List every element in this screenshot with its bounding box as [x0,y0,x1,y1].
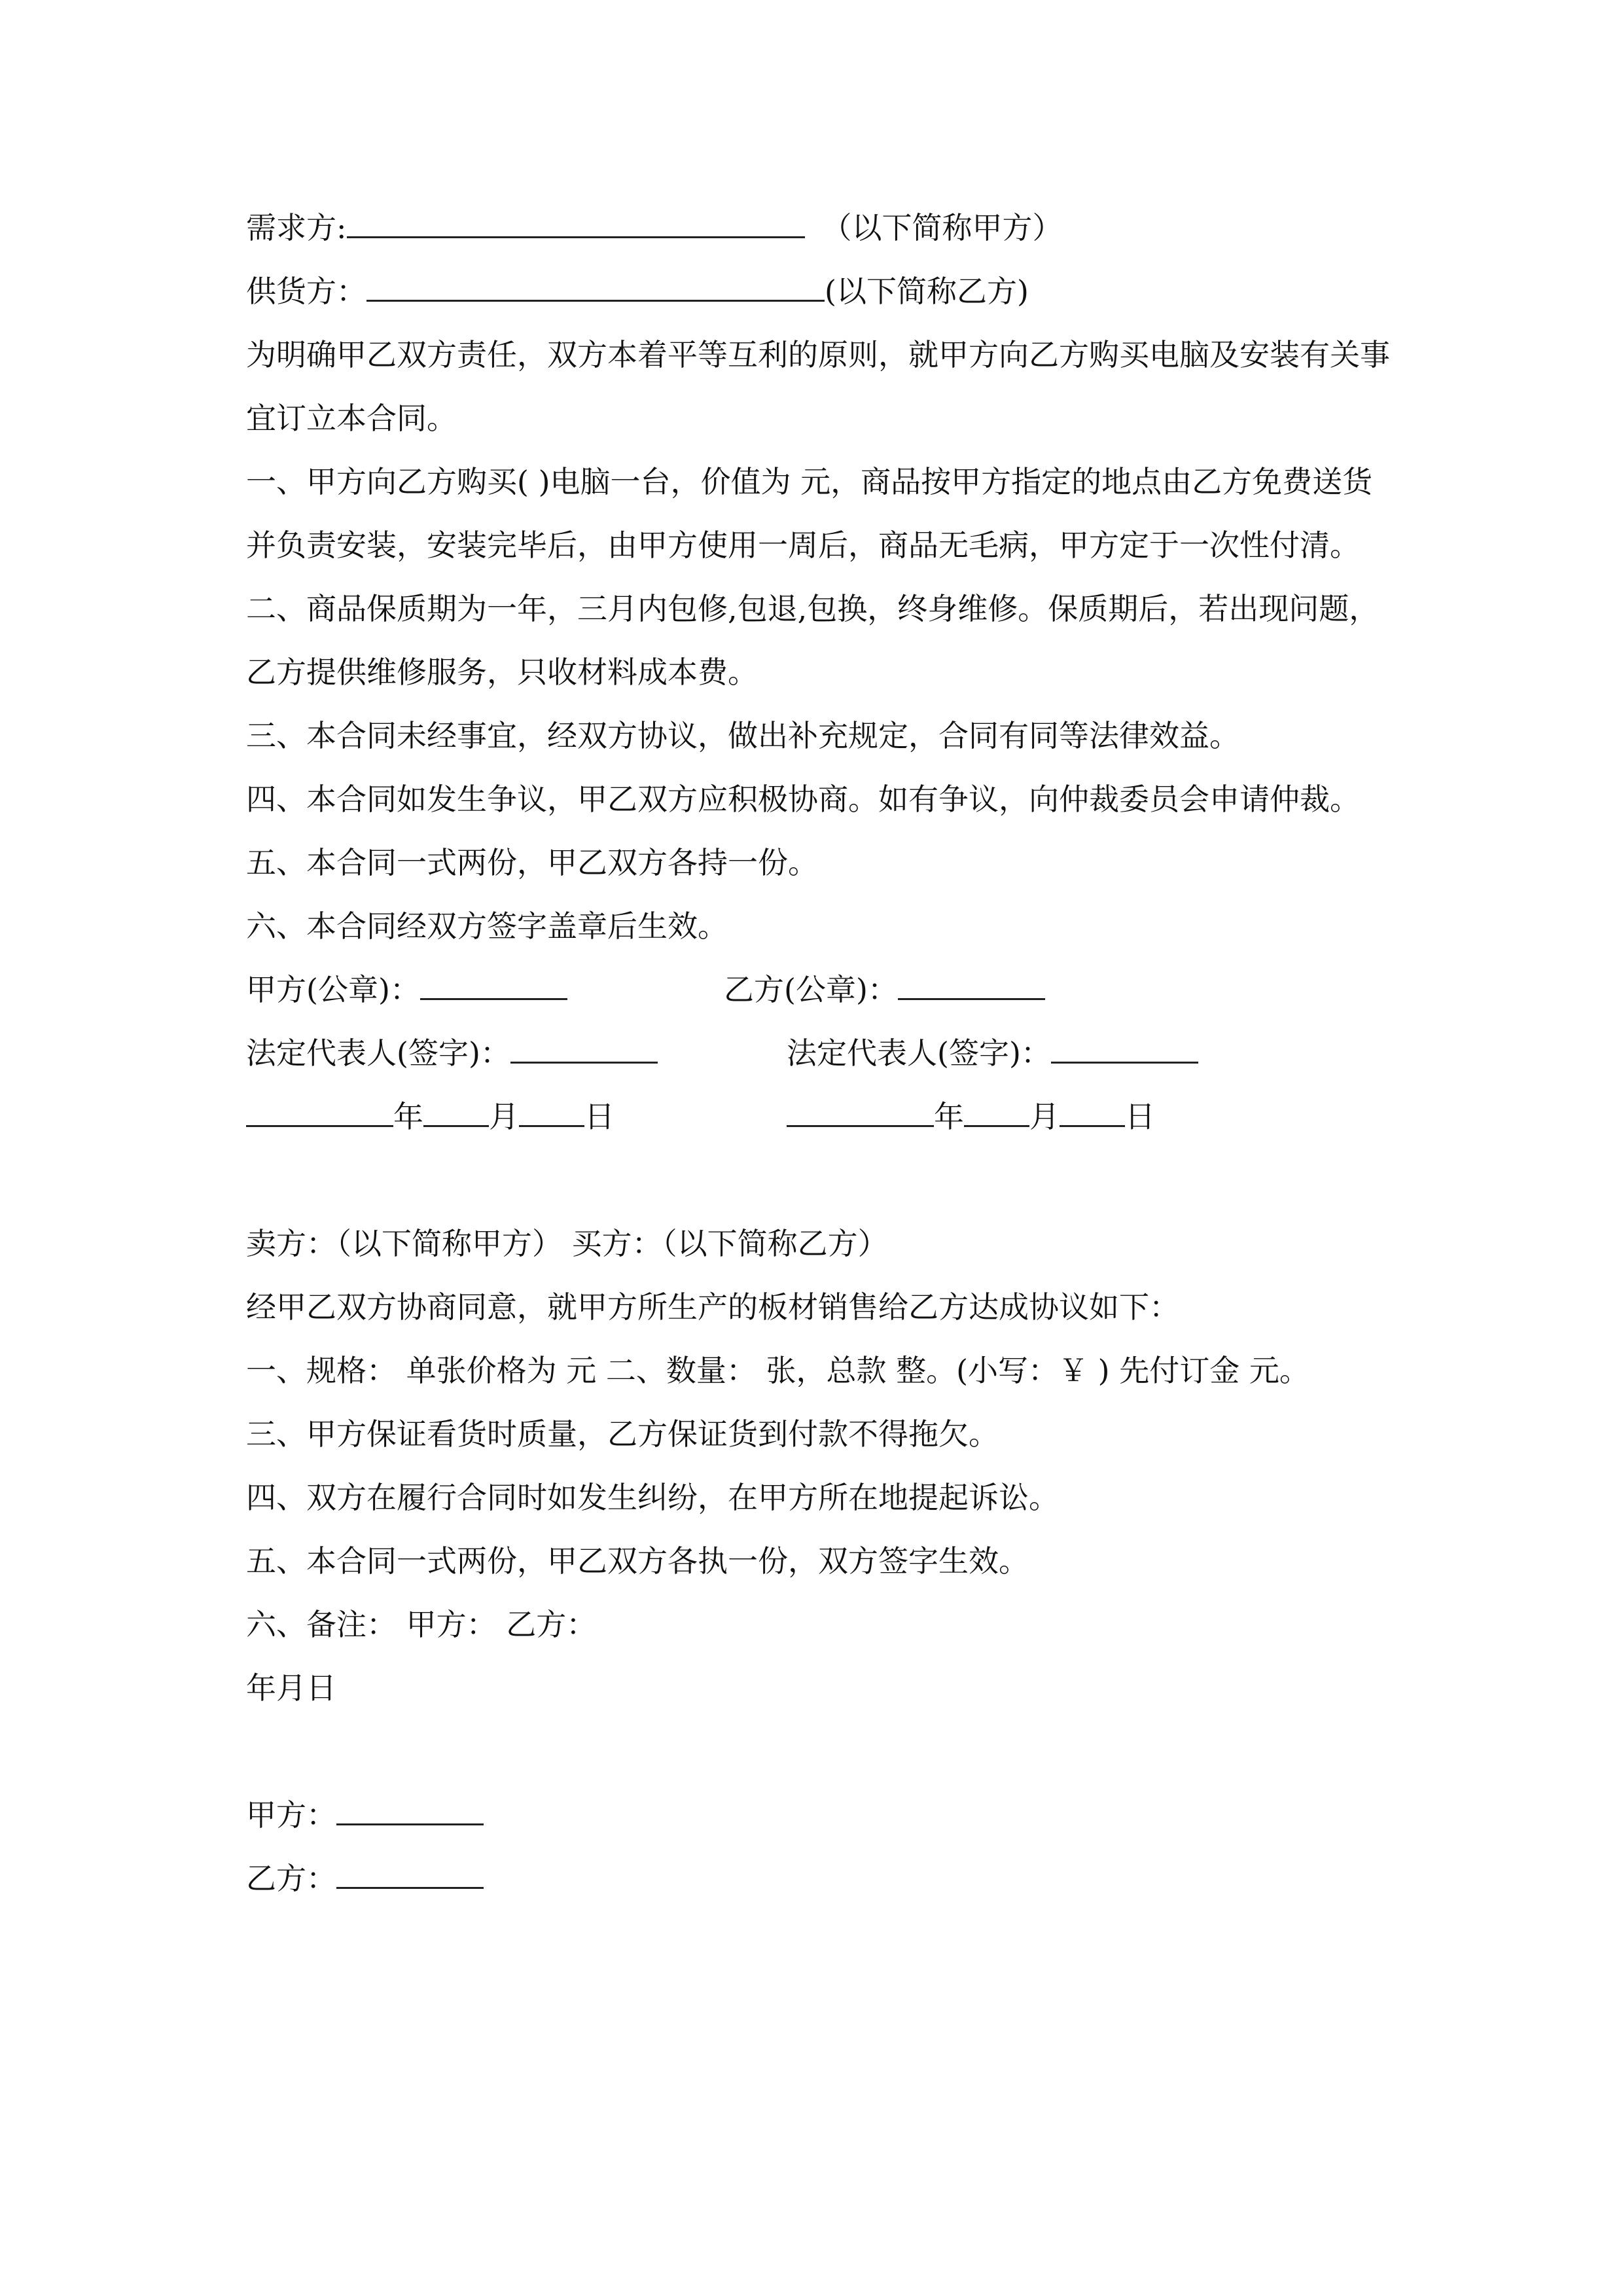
document-body [246,196,1398,1910]
contract2-party-b-label: 乙方： [246,1861,336,1896]
month-b-label: 月 [1029,1099,1060,1134]
year-a-blank [246,1098,393,1127]
contract2-clause-5: 五、本合同一式两份，甲乙双方各执一份，双方签字生效。 [246,1543,1029,1579]
section-gap [246,1149,1398,1212]
contract2-clause-6: 六、备注： 甲方： 乙方： [246,1607,597,1642]
buyer-note: （以下简称甲方） [821,210,1063,245]
year-b-blank [787,1098,934,1127]
buyer-blank [347,209,805,238]
contract2-clause-1: 一、规格： 单张价格为 元 二、数量： 张，总款 整。(小写：￥ ) 先付订金 元。 [246,1353,1310,1388]
rep-b [787,1022,1198,1085]
party-b-seal-blank [898,971,1045,1000]
month-a-blank [423,1098,489,1127]
date-line-contract1 [246,1085,1398,1149]
contract1-clause-5: 五、本合同一式两份，甲乙双方各持一份。 [246,845,818,880]
contract2-party-a-line [246,1784,1398,1847]
contract2-intro: 经甲乙双方协商同意，就甲方所生产的板材销售给乙方达成协议如下： [246,1289,1179,1325]
year-a-label: 年 [393,1099,423,1134]
party-a-seal-blank [420,971,567,1000]
date-b [787,1085,1155,1149]
rep-a-blank [510,1034,658,1064]
contract2-date: 年月日 [246,1670,336,1706]
party-a-seal-label: 甲方(公章)： [246,972,420,1007]
supplier-label: 供货方： [246,274,366,309]
supplier-note: (以下简称乙方) [825,274,1029,309]
seal-line [246,958,1398,1022]
day-b-blank [1060,1098,1125,1127]
contract2-parties: 卖方：（以下简称甲方） 买方：（以下简称乙方） [246,1226,888,1261]
rep-a-label: 法定代表人(签字)： [246,1035,510,1071]
party-b-seal-label: 乙方(公章)： [724,972,898,1007]
buyer-label: 需求方: [246,210,347,245]
day-a-label: 日 [584,1099,615,1134]
month-b-blank [964,1098,1029,1127]
month-a-label: 月 [489,1099,519,1134]
contract2-party-b-blank [336,1859,484,1889]
party-b-seal [724,958,1045,1022]
contract2-party-b-line [246,1847,1398,1910]
buyer-line [246,196,1398,260]
contract1-clause-3: 三、本合同未经事宜，经双方协议，做出补充规定，合同有同等法律效益。 [246,718,1240,753]
day-a-blank [519,1098,584,1127]
contract1-clause-4: 四、本合同如发生争议，甲乙双方应积极协商。如有争议，向仲裁委员会申请仲裁。 [246,781,1360,817]
day-b-label: 日 [1125,1099,1155,1134]
year-b-label: 年 [934,1099,964,1134]
rep-b-blank [1051,1034,1198,1064]
contract2-party-a-blank [336,1796,484,1825]
supplier-line [246,260,1398,323]
section-gap-2 [246,1720,1398,1784]
contract1-clause-6: 六、本合同经双方签字盖章后生效。 [246,908,728,944]
contract2-party-a-label: 甲方： [246,1797,336,1833]
contract2-clause-3: 三、甲方保证看货时质量，乙方保证货到付款不得拖欠。 [246,1416,999,1452]
contract1-intro: 为明确甲乙双方责任，双方本着平等互利的原则，就甲方向乙方购买电脑及安装有关事宜订立本合同。 [246,337,1390,436]
contract2-clause-4: 四、双方在履行合同时如发生纠纷，在甲方所在地提起诉讼。 [246,1480,1059,1515]
contract1-clause-2: 二、商品保质期为一年，三月内包修,包退,包换，终身维修。保质期后，若出现问题，乙方提供维修服务，只收材料成本费。 [246,591,1380,690]
contract1-clause-1: 一、甲方向乙方购买( )电脑一台，价值为 元，商品按甲方指定的地点由乙方免费送货并负责安装，安装完毕后，由甲方使用一周后，商品无毛病，甲方定于一次性付清。 [246,464,1373,563]
supplier-blank [366,272,825,302]
rep-line [246,1022,1398,1085]
rep-b-label: 法定代表人(签字)： [787,1035,1051,1071]
